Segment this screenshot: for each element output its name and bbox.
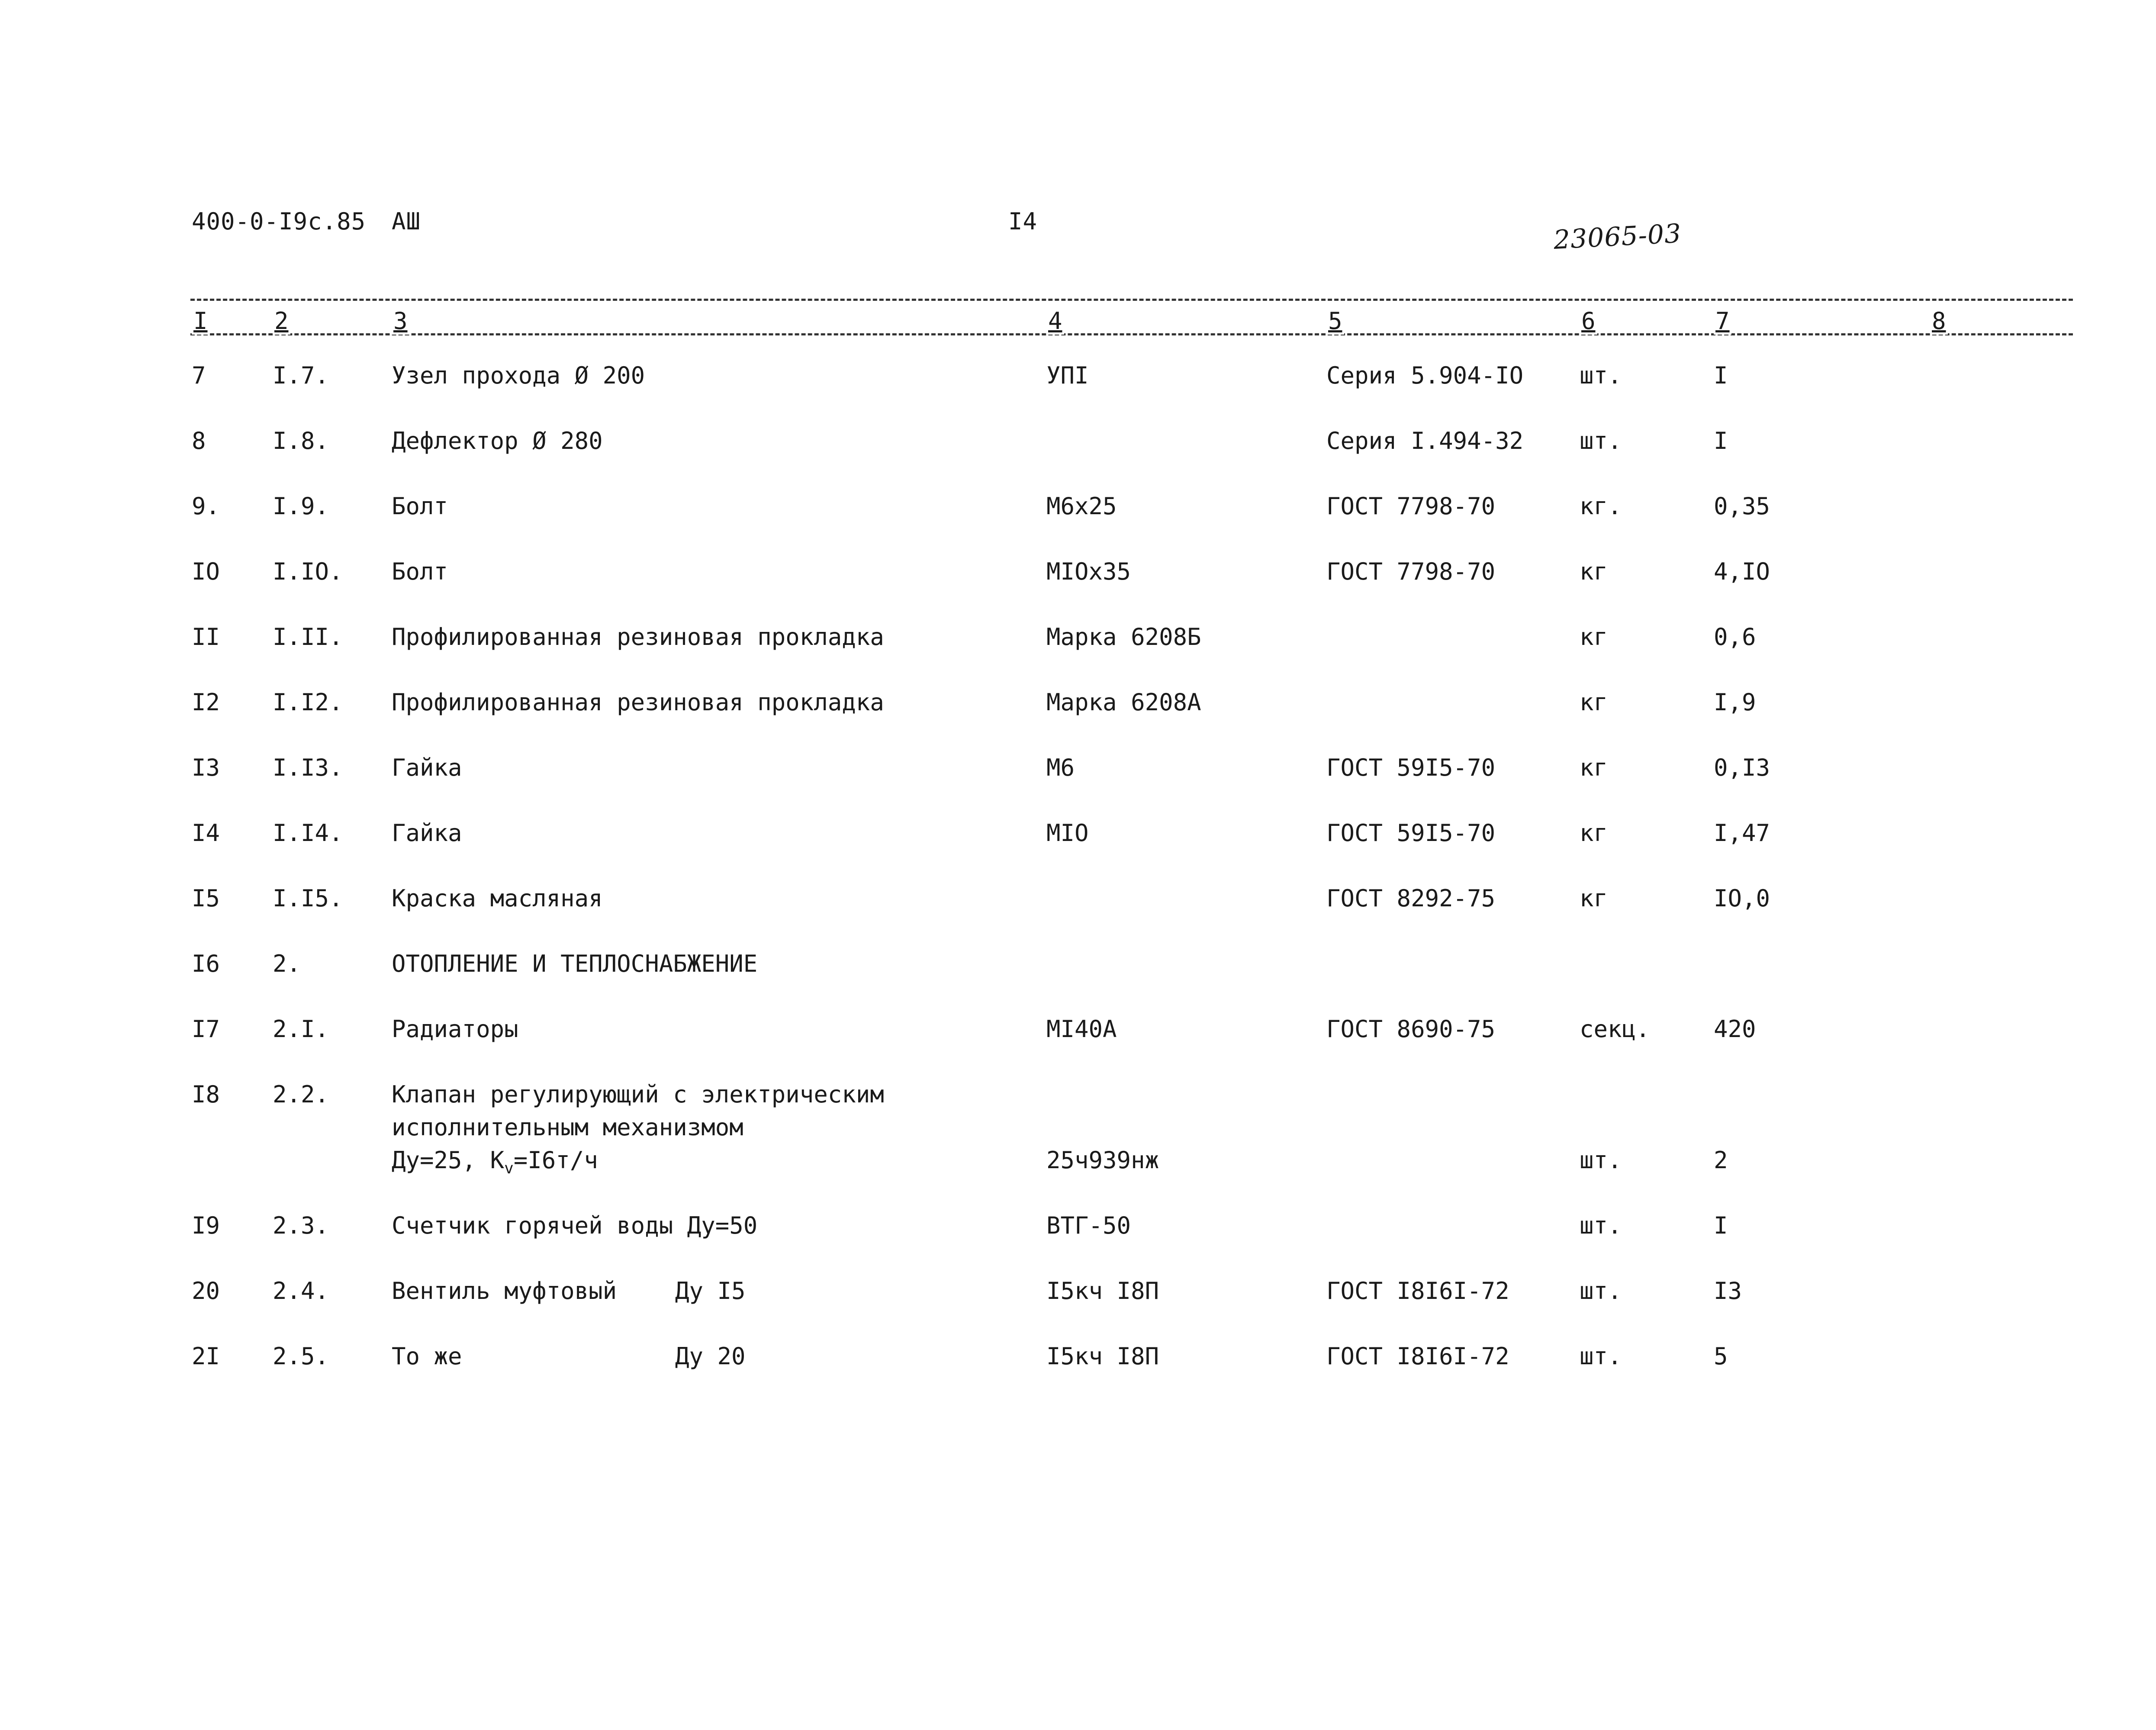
- row-name: Гайка: [392, 819, 462, 847]
- dashed-rule-bottom: [190, 333, 2073, 335]
- row-name-line-2: исполнительным механизмом: [392, 1114, 743, 1141]
- row-mark: УПI: [1046, 362, 1089, 389]
- handwritten-number: 23065-03: [1553, 218, 1682, 255]
- row-code: I.I2.: [273, 689, 343, 716]
- row-document: Серия I.494-32: [1326, 427, 1524, 454]
- row-mark: I5кч I8П: [1046, 1343, 1159, 1370]
- row-name-line-1: Клапан регулирующий с электрическим: [392, 1081, 884, 1108]
- row-position: I6: [192, 950, 220, 977]
- row-code: 2.3.: [273, 1212, 329, 1239]
- row-mark: M6x25: [1046, 493, 1117, 520]
- row-unit: шт.: [1580, 1277, 1622, 1305]
- row-document: Серия 5.904-IO: [1326, 362, 1524, 389]
- row-name: Счетчик горячей воды Ду=50: [392, 1212, 758, 1239]
- row-name: Дефлектор Ø 280: [392, 427, 603, 454]
- row-unit: шт.: [1580, 427, 1622, 454]
- row-quantity: 0,I3: [1714, 754, 1770, 781]
- row-quantity: I: [1714, 427, 1728, 454]
- row-quantity: 2: [1714, 1147, 1728, 1174]
- row-position: 7: [192, 362, 206, 389]
- row-mark: MI40A: [1046, 1015, 1117, 1043]
- row-name-line-3-part-a: Ду=25, K: [392, 1147, 505, 1174]
- row-mark: Марка 6208А: [1046, 689, 1201, 716]
- row-unit: кг: [1580, 754, 1608, 781]
- row-name: Профилированная резиновая прокладка: [392, 623, 884, 651]
- dashed-rule-top: [190, 299, 2073, 301]
- row-code: 2.2.: [273, 1081, 329, 1108]
- table-row-multiline: [0, 1081, 2156, 1185]
- row-code: 2.5.: [273, 1343, 329, 1370]
- row-document: ГОСТ 7798-70: [1326, 558, 1496, 585]
- row-unit: кг: [1580, 819, 1608, 847]
- row-mark: I5кч I8П: [1046, 1277, 1159, 1305]
- row-position: I5: [192, 885, 220, 912]
- row-position: I3: [192, 754, 220, 781]
- row-name: Профилированная резиновая прокладка: [392, 689, 884, 716]
- row-code: I.I3.: [273, 754, 343, 781]
- row-code: I.8.: [273, 427, 329, 454]
- row-document: ГОСТ 8292-75: [1326, 885, 1496, 912]
- row-quantity: 420: [1714, 1015, 1756, 1043]
- row-name-extra: Ду 20: [675, 1343, 746, 1370]
- row-name: Радиаторы: [392, 1015, 518, 1043]
- row-name-line-3-part-b: =I6т/ч: [513, 1147, 598, 1174]
- row-quantity: 0,6: [1714, 623, 1756, 651]
- row-mark: 25ч939нж: [1046, 1147, 1159, 1174]
- row-document: ГОСТ I8I6I-72: [1326, 1343, 1509, 1370]
- page-number: I4: [1008, 208, 1038, 235]
- row-document: ГОСТ I8I6I-72: [1326, 1277, 1509, 1305]
- row-document: ГОСТ 8690-75: [1326, 1015, 1496, 1043]
- row-quantity: I,47: [1714, 819, 1770, 847]
- row-code: 2.: [273, 950, 301, 977]
- row-position: I8: [192, 1081, 220, 1108]
- row-mark: MIO: [1046, 819, 1089, 847]
- row-code: I.II.: [273, 623, 343, 651]
- row-name-extra: Ду I5: [675, 1277, 746, 1305]
- row-name: Гайка: [392, 754, 462, 781]
- section-code: АШ: [392, 208, 421, 235]
- row-code: I.7.: [273, 362, 329, 389]
- row-name: Узел прохода Ø 200: [392, 362, 645, 389]
- row-quantity: 4,IO: [1714, 558, 1770, 585]
- row-quantity: I3: [1714, 1277, 1742, 1305]
- row-mark: ВТГ-50: [1046, 1212, 1131, 1239]
- row-mark: Марка 6208Б: [1046, 623, 1201, 651]
- row-position: I7: [192, 1015, 220, 1043]
- column-number-1: I: [192, 307, 209, 335]
- row-mark: MIOx35: [1046, 558, 1131, 585]
- row-name: Болт: [392, 558, 448, 585]
- row-position: II: [192, 623, 220, 651]
- row-document: ГОСТ 59I5-70: [1326, 754, 1496, 781]
- row-unit: кг: [1580, 689, 1608, 716]
- row-quantity: IO,0: [1714, 885, 1770, 912]
- row-document: ГОСТ 7798-70: [1326, 493, 1496, 520]
- column-number-8: 8: [1930, 307, 1948, 335]
- row-position: 2I: [192, 1343, 220, 1370]
- row-unit: кг: [1580, 558, 1608, 585]
- row-position: I2: [192, 689, 220, 716]
- row-quantity: I: [1714, 362, 1728, 389]
- doc-code: 400-0-I9c.85: [192, 208, 366, 235]
- row-unit: шт.: [1580, 362, 1622, 389]
- row-name: Вентиль муфтовый: [392, 1277, 617, 1305]
- row-unit: шт.: [1580, 1212, 1622, 1239]
- row-unit: шт.: [1580, 1147, 1622, 1174]
- row-unit: кг.: [1580, 493, 1622, 520]
- row-position: I9: [192, 1212, 220, 1239]
- section-heading: ОТОПЛЕНИЕ И ТЕПЛОСНАБЖЕНИЕ: [392, 950, 758, 977]
- row-code: 2.4.: [273, 1277, 329, 1305]
- row-code: I.I5.: [273, 885, 343, 912]
- column-number-7: 7: [1714, 307, 1731, 335]
- row-name: То же: [392, 1343, 462, 1370]
- row-quantity: 5: [1714, 1343, 1728, 1370]
- column-number-2: 2: [273, 307, 290, 335]
- row-name: Болт: [392, 493, 448, 520]
- row-unit: шт.: [1580, 1343, 1622, 1370]
- row-unit: секц.: [1580, 1015, 1650, 1043]
- row-position: 20: [192, 1277, 220, 1305]
- row-code: I.IO.: [273, 558, 343, 585]
- row-code: I.9.: [273, 493, 329, 520]
- row-position: I4: [192, 819, 220, 847]
- column-number-6: 6: [1580, 307, 1597, 335]
- row-position: IO: [192, 558, 220, 585]
- row-quantity: I,9: [1714, 689, 1756, 716]
- row-document: ГОСТ 59I5-70: [1326, 819, 1496, 847]
- row-quantity: 0,35: [1714, 493, 1770, 520]
- column-number-3: 3: [392, 307, 409, 335]
- row-name: Краска масляная: [392, 885, 603, 912]
- row-name-line-3: [392, 1147, 598, 1177]
- row-position: 9.: [192, 493, 220, 520]
- row-unit: кг: [1580, 885, 1608, 912]
- row-code: I.I4.: [273, 819, 343, 847]
- row-position: 8: [192, 427, 206, 454]
- row-unit: кг: [1580, 623, 1608, 651]
- column-number-4: 4: [1046, 307, 1064, 335]
- row-name-line-3-subscript: v: [504, 1159, 514, 1177]
- row-quantity: I: [1714, 1212, 1728, 1239]
- row-code: 2.I.: [273, 1015, 329, 1043]
- column-number-5: 5: [1326, 307, 1344, 335]
- row-mark: M6: [1046, 754, 1075, 781]
